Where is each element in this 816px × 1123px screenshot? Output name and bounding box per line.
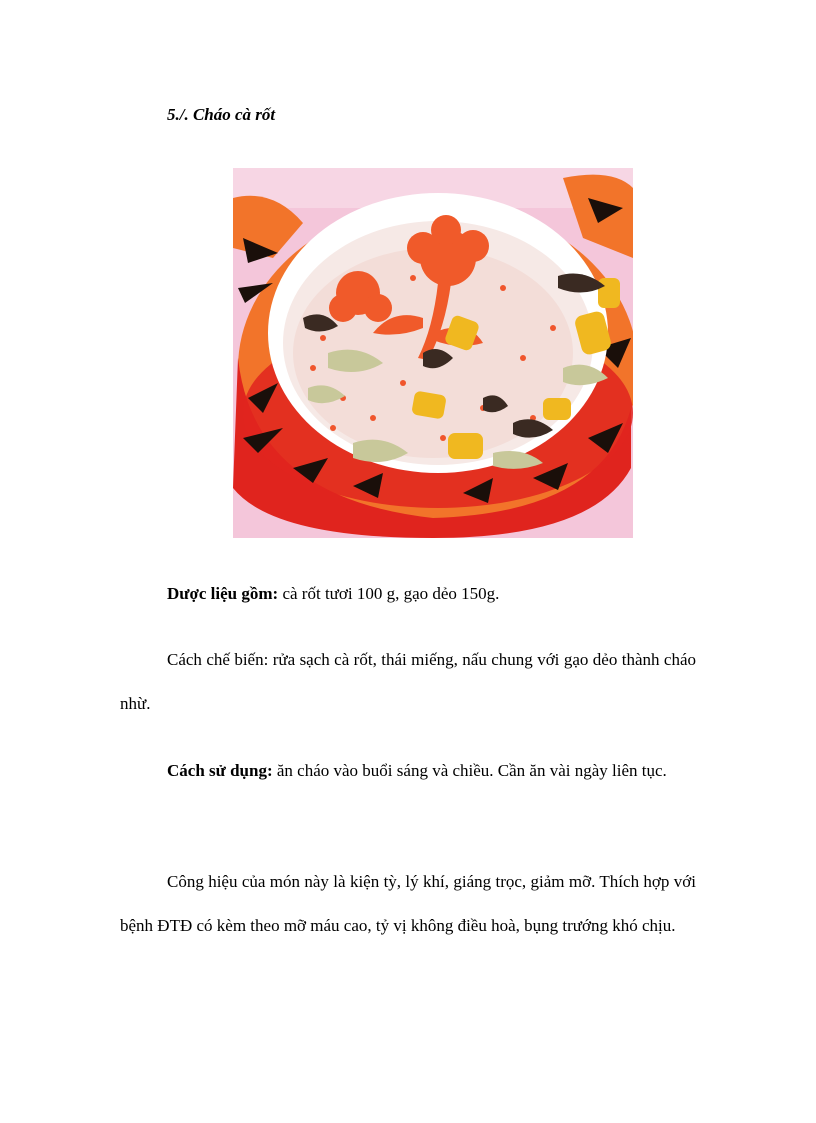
- ingredients-paragraph: [120, 572, 696, 616]
- usage-label: Cách sử dụng:: [167, 761, 273, 780]
- effects-paragraph: Công hiệu của món này là kiện tỳ, lý khí, giáng trọc, giảm mỡ. Thích hợp với bệnh ĐTĐ có kèm theo mỡ máu cao, tỷ vị không điều hoà, bụng trướng khó chịu.: [120, 872, 696, 935]
- ingredients-label: Dược liệu gồm:: [167, 584, 279, 603]
- usage-text: ăn cháo vào buổi sáng và chiều. Cần ăn vài ngày liên tục.: [272, 761, 667, 780]
- porridge-photo: [233, 168, 633, 538]
- section-heading: 5./. Cháo cà rốt: [167, 105, 276, 124]
- ingredients-text: cà rốt tươi 100 g, gạo dẻo 150g.: [278, 584, 500, 603]
- preparation-paragraph: Cách chế biến: rửa sạch cà rốt, thái miếng, nấu chung với gạo dẻo thành cháo nhừ.: [120, 650, 696, 713]
- usage-paragraph: [120, 749, 696, 793]
